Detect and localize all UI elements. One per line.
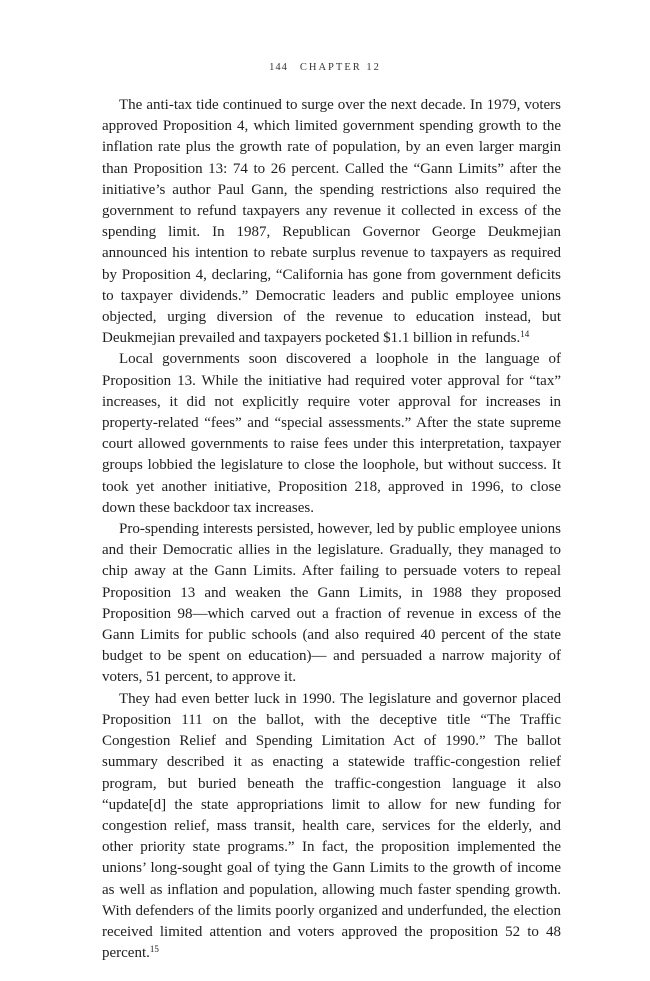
paragraph-4: [102, 689, 561, 965]
body-text: [102, 95, 561, 964]
footnote-ref-15[interactable]: 15: [149, 944, 159, 955]
paragraph-text: Pro-spending interests persisted, however, led by public employee unions and their Democratic allies in the legislature. Gradually, they managed to chip away at the Gann Limits. After failing to persuade voters to repeal Proposition 13 and weaken the Gann Limits, in 1988 they proposed Proposition 98—which carved out a fraction of revenue in excess of the Gann Limits for public schools (and also required 40 percent of the state budget to be spent on education)— and persuaded a narrow majority of voters, 51 percent, to approve it.: [102, 521, 561, 686]
paragraph-text: The anti-tax tide continued to surge over the next decade. In 1979, voters approved Proposition 4, which limited government spending growth to the inflation rate plus the growth rate of population, by an even larger margin than Proposition 13: 74 to 26 percent. Called the “Gann Limits” after the initiative’s author Paul Gann, the spending restrictions also required the government to refund taxpayers any revenue it collected in excess of the spending limit. In 1987, Republican Governor George Deukmejian announced his intention to rebate surplus revenue to taxpayers as required by Proposition 4, declaring, “California has gone from government deficits to taxpayer dividends.” Democratic leaders and public employee unions objected, urging diversion of the revenue to education instead, but Deukmejian prevailed and taxpayers pocketed $1.1 billion in refunds.: [102, 97, 561, 347]
paragraph-text: Local governments soon discovered a loophole in the language of Proposition 13. While the initiative had required voter approval for “tax” increases, it did not explicitly require voter approval for increases in property-related “fees” and “special assessments.” After the state supreme court allowed governments to raise fees under this interpretation, taxpayer groups lobbied the legislature to close the loophole, but without success. It took yet another initiative, Proposition 218, approved in 1996, to close down these backdoor tax increases.: [102, 351, 561, 516]
paragraph-3: [102, 519, 561, 689]
chapter-label: CHAPTER 12: [299, 62, 381, 73]
paragraph-2: [102, 349, 561, 519]
paragraph-text: They had even better luck in 1990. The legislature and governor placed Proposition 111 on the ballot, with the deceptive title “The Traffic Congestion Relief and Spending Limitation Act of 1990.” The ballot summary described it as enacting a statewide traffic-congestion relief program, but buried beneath the traffic-congestion language it also “update[d] the state appropriations limit to allow for new funding for congestion relief, mass transit, health care, services for the elderly, and other priority state programs.” In fact, the proposition implemented the unions’ long-sought goal of tying the Gann Limits to the growth of income as well as inflation and population, allowing much faster spending growth. With defenders of the limits poorly organized and underfunded, the election received limited attention and voters approved the proposition 52 to 48 percent.: [102, 690, 561, 962]
page-number: 144: [269, 62, 288, 73]
running-head: [0, 62, 650, 73]
footnote-ref-14[interactable]: 14: [520, 329, 530, 340]
paragraph-1: [102, 95, 561, 349]
